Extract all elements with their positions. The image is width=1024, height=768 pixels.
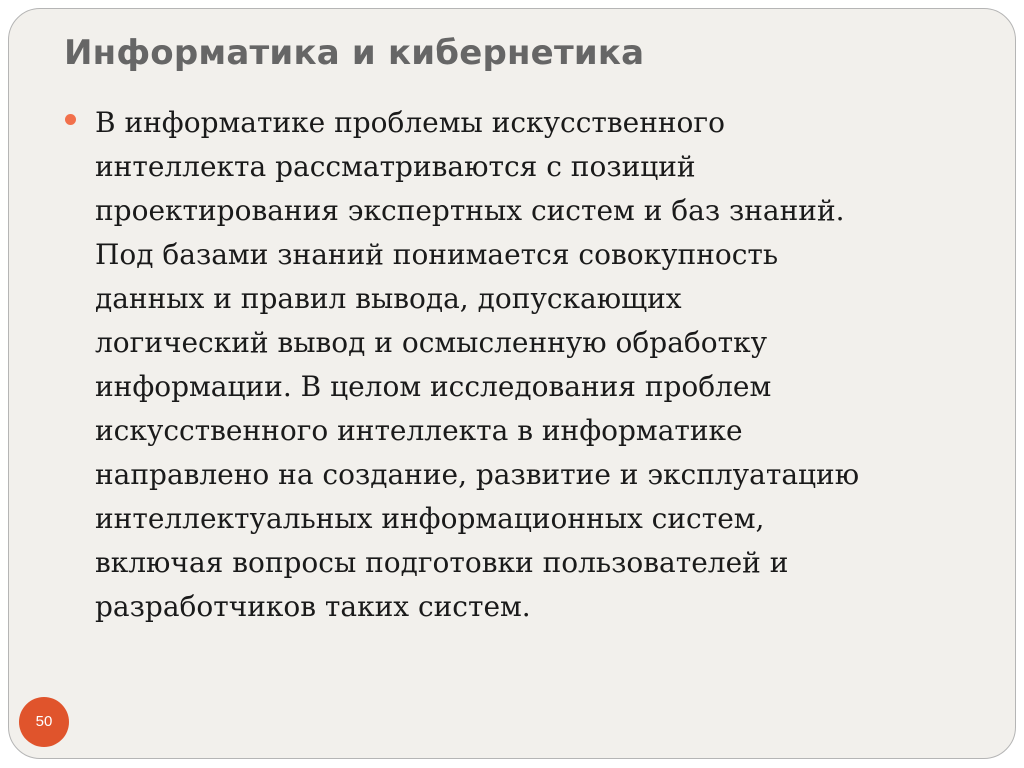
bullet-item xyxy=(65,101,965,629)
bullet-line: Под базами знаний понимается совокупность xyxy=(95,238,779,271)
bullet-line: направлено на создание, развитие и эксплуатацию xyxy=(95,458,860,491)
bullet-line: интеллектуальных информационных систем, xyxy=(95,502,765,535)
bullet-list xyxy=(65,101,965,629)
bullet-line: разработчиков таких систем. xyxy=(95,590,531,623)
bullet-line: включая вопросы подготовки пользователей и xyxy=(95,546,789,579)
bullet-line: логический вывод и осмысленную обработку xyxy=(95,326,768,359)
bullet-line: данных и правил вывода, допускающих xyxy=(95,282,682,315)
bullet-line: искусственного интеллекта в информатике xyxy=(95,414,743,447)
bullet-line: проектирования экспертных систем и баз знаний. xyxy=(95,194,845,227)
slide-number-badge: 50 xyxy=(19,697,69,747)
slide-title: Информатика и кибернетика xyxy=(64,33,645,73)
bullet-line: информации. В целом исследования проблем xyxy=(95,370,772,403)
bullet-dot-icon xyxy=(65,114,76,125)
bullet-line: В информатике проблемы искусственного xyxy=(95,106,725,139)
slide xyxy=(8,8,1016,759)
bullet-line: интеллекта рассматриваются с позиций xyxy=(95,150,696,183)
